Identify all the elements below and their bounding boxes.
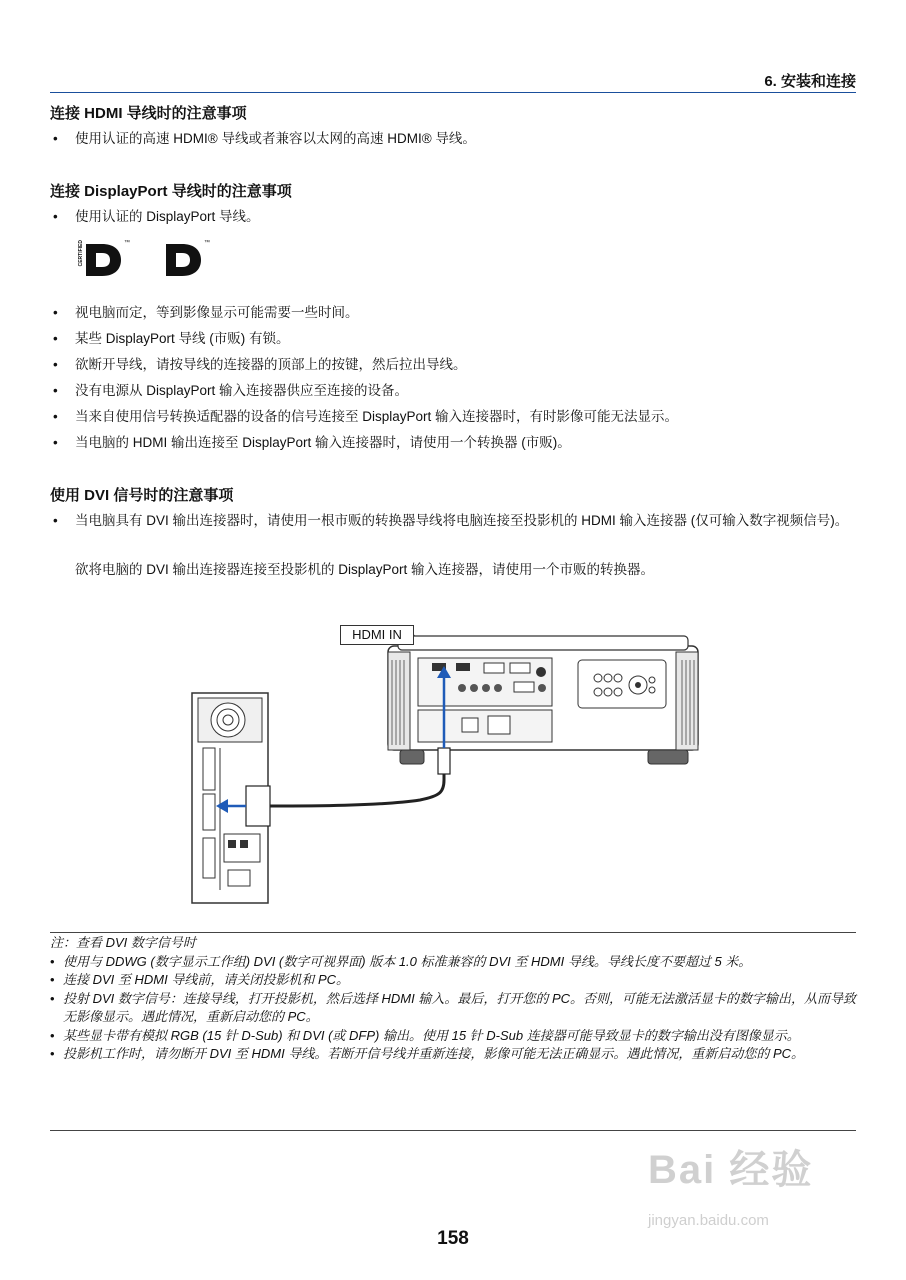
connection-diagram (0, 600, 906, 910)
notes-top-rule (50, 932, 856, 933)
note-text: 某些显卡带有模拟 RGB (15 针 D-Sub) 和 DVI (或 DFP) 输出。使用 15 针 D-Sub 连接器可能导致显卡的数字输出没有图像显示。 (63, 1027, 800, 1043)
hdmi-bullet: • 使用认证的高速 HDMI® 导线或者兼容以太网的高速 HDMI® 导线。 (50, 128, 860, 149)
bullet-text: 没有电源从 DisplayPort 输入连接器供应至连接的设备。 (75, 383, 409, 398)
note-item: • 连接 DVI 至 HDMI 导线前，请关闭投影机和 PC。 (50, 972, 350, 987)
bullet-text: 当来自使用信号转换适配器的设备的信号连接至 DisplayPort 输入连接器时，有时影像可能无法显示。 (75, 409, 679, 424)
watermark-url: jingyan.baidu.com (648, 1212, 769, 1229)
dp-bullet: • 视电脑而定，等到影像显示可能需要一些时间。 (50, 302, 860, 323)
bullet-text: 使用认证的 DisplayPort 导线。 (75, 209, 260, 224)
bullet-text: 视电脑而定，等到影像显示可能需要一些时间。 (75, 305, 359, 320)
note-text: 使用与 DDWG (数字显示工作组) DVI (数字可视界面) 版本 1.0 标准兼容的 DVI 至 HDMI 导线。导线长度不要超过 5 米。 (63, 953, 752, 969)
dvi-bullet: • 当电脑具有 DVI 输出连接器时，请使用一根市贩的转换器导线将电脑连接至投影机的 HDMI 输入连接器 (仅可输入数字视频信号)。 (50, 510, 860, 531)
bullet-text: 当电脑的 HDMI 输出连接至 DisplayPort 输入连接器时，请使用一个转换器 (市贩)。 (75, 435, 571, 450)
bullet-text: 使用认证的高速 HDMI® 导线或者兼容以太网的高速 HDMI® 导线。 (75, 131, 476, 146)
displayport-icon (164, 240, 204, 280)
certified-text: CERTIFIED (78, 240, 84, 267)
hdmi-in-label: HDMI IN (340, 625, 414, 645)
header-rule (50, 92, 856, 93)
dvi-plug (246, 786, 270, 826)
note-item: • 使用与 DDWG (数字显示工作组) DVI (数字可视界面) 版本 1.0 标准兼容的 DVI 至 HDMI 导线。导线长度不要超过 5 米。 (50, 953, 752, 969)
dp-bullet: • 当来自使用信号转换适配器的设备的信号连接至 DisplayPort 输入连接器时，有时影像可能无法显示。 (50, 406, 860, 427)
note-item: • 投射 DVI 数字信号：连接导线，打开投影机，然后选择 HDMI 输入。最后，打开您的 PC。否则，可能无法激活显卡的数字输出，从而导致无影像显示。遇此情况，重新启动您的 PC。 (50, 990, 857, 1024)
hdmi-section-title: 连接 HDMI 导线时的注意事项 (50, 105, 247, 122)
notes-title: 注：查看 DVI 数字信号时 (50, 935, 196, 950)
dvi-hdmi-cable (268, 768, 444, 806)
note-item: • 投影机工作时，请勿断开 DVI 至 HDMI 导线。若断开信号线并重新连接，影像可能无法正确显示。遇此情况，重新启动您的 PC。 (50, 1046, 805, 1061)
projector-illustration (388, 636, 698, 764)
dp-certified-logo (78, 240, 130, 282)
dp-section-title: 连接 DisplayPort 导线时的注意事项 (50, 183, 292, 200)
hdmi-plug (438, 748, 450, 774)
dvi-section-title: 使用 DVI 信号时的注意事项 (50, 487, 234, 504)
notes-bottom-rule (50, 1130, 856, 1131)
chapter-title: 6. 安装和连接 (764, 73, 856, 90)
bullet-text: 欲断开导线，请按导线的连接器的顶部上的按键，然后拉出导线。 (75, 357, 467, 372)
notes-block (50, 934, 860, 1064)
bullet-text: 某些 DisplayPort 导线 (市贩) 有锁。 (75, 331, 290, 346)
note-item: • 某些显卡带有模拟 RGB (15 针 D-Sub) 和 DVI (或 DFP) 输出。使用 15 针 D-Sub 连接器可能导致显卡的数字输出没有图像显示。 (50, 1027, 800, 1043)
dvi-paragraph: 欲将电脑的 DVI 输出连接器连接至投影机的 DisplayPort 输入连接器，请使用一个市贩的转换器。 (75, 562, 655, 577)
note-text: 投影机工作时，请勿断开 DVI 至 HDMI 导线。若断开信号线并重新连接，影像可能无法正确显示。遇此情况，重新启动您的 PC。 (63, 1046, 805, 1061)
note-text: 投射 DVI 数字信号：连接导线，打开投影机，然后选择 HDMI 输入。最后，打开您的 PC。否则，可能无法激活显卡的数字输出，从而导致无影像显示。遇此情况，重新启动您的 PC。 (63, 990, 857, 1024)
dp-bullet: • 某些 DisplayPort 导线 (市贩) 有锁。 (50, 328, 860, 349)
bullet-text: 当电脑具有 DVI 输出连接器时，请使用一根市贩的转换器导线将电脑连接至投影机的 HDMI 输入连接器 (仅可输入数字视频信号)。 (75, 513, 849, 528)
page-number: 158 (437, 1228, 469, 1249)
displayport-certified-icon (84, 240, 124, 280)
dp-bullet-main: • 使用认证的 DisplayPort 导线。 (50, 206, 860, 227)
dp-bullet: • 没有电源从 DisplayPort 输入连接器供应至连接的设备。 (50, 380, 860, 401)
watermark-brand: Bai 经验 (648, 1148, 814, 1192)
tm-mark: ™ (124, 240, 130, 246)
dp-bullet: • 当电脑的 HDMI 输出连接至 DisplayPort 输入连接器时，请使用一个转换器 (市贩)。 (50, 432, 860, 453)
dp-logo (164, 240, 210, 282)
dp-bullet: • 欲断开导线，请按导线的连接器的顶部上的按键，然后拉出导线。 (50, 354, 860, 375)
tm-mark: ™ (204, 240, 210, 246)
note-text: 连接 DVI 至 HDMI 导线前，请关闭投影机和 PC。 (63, 972, 350, 987)
